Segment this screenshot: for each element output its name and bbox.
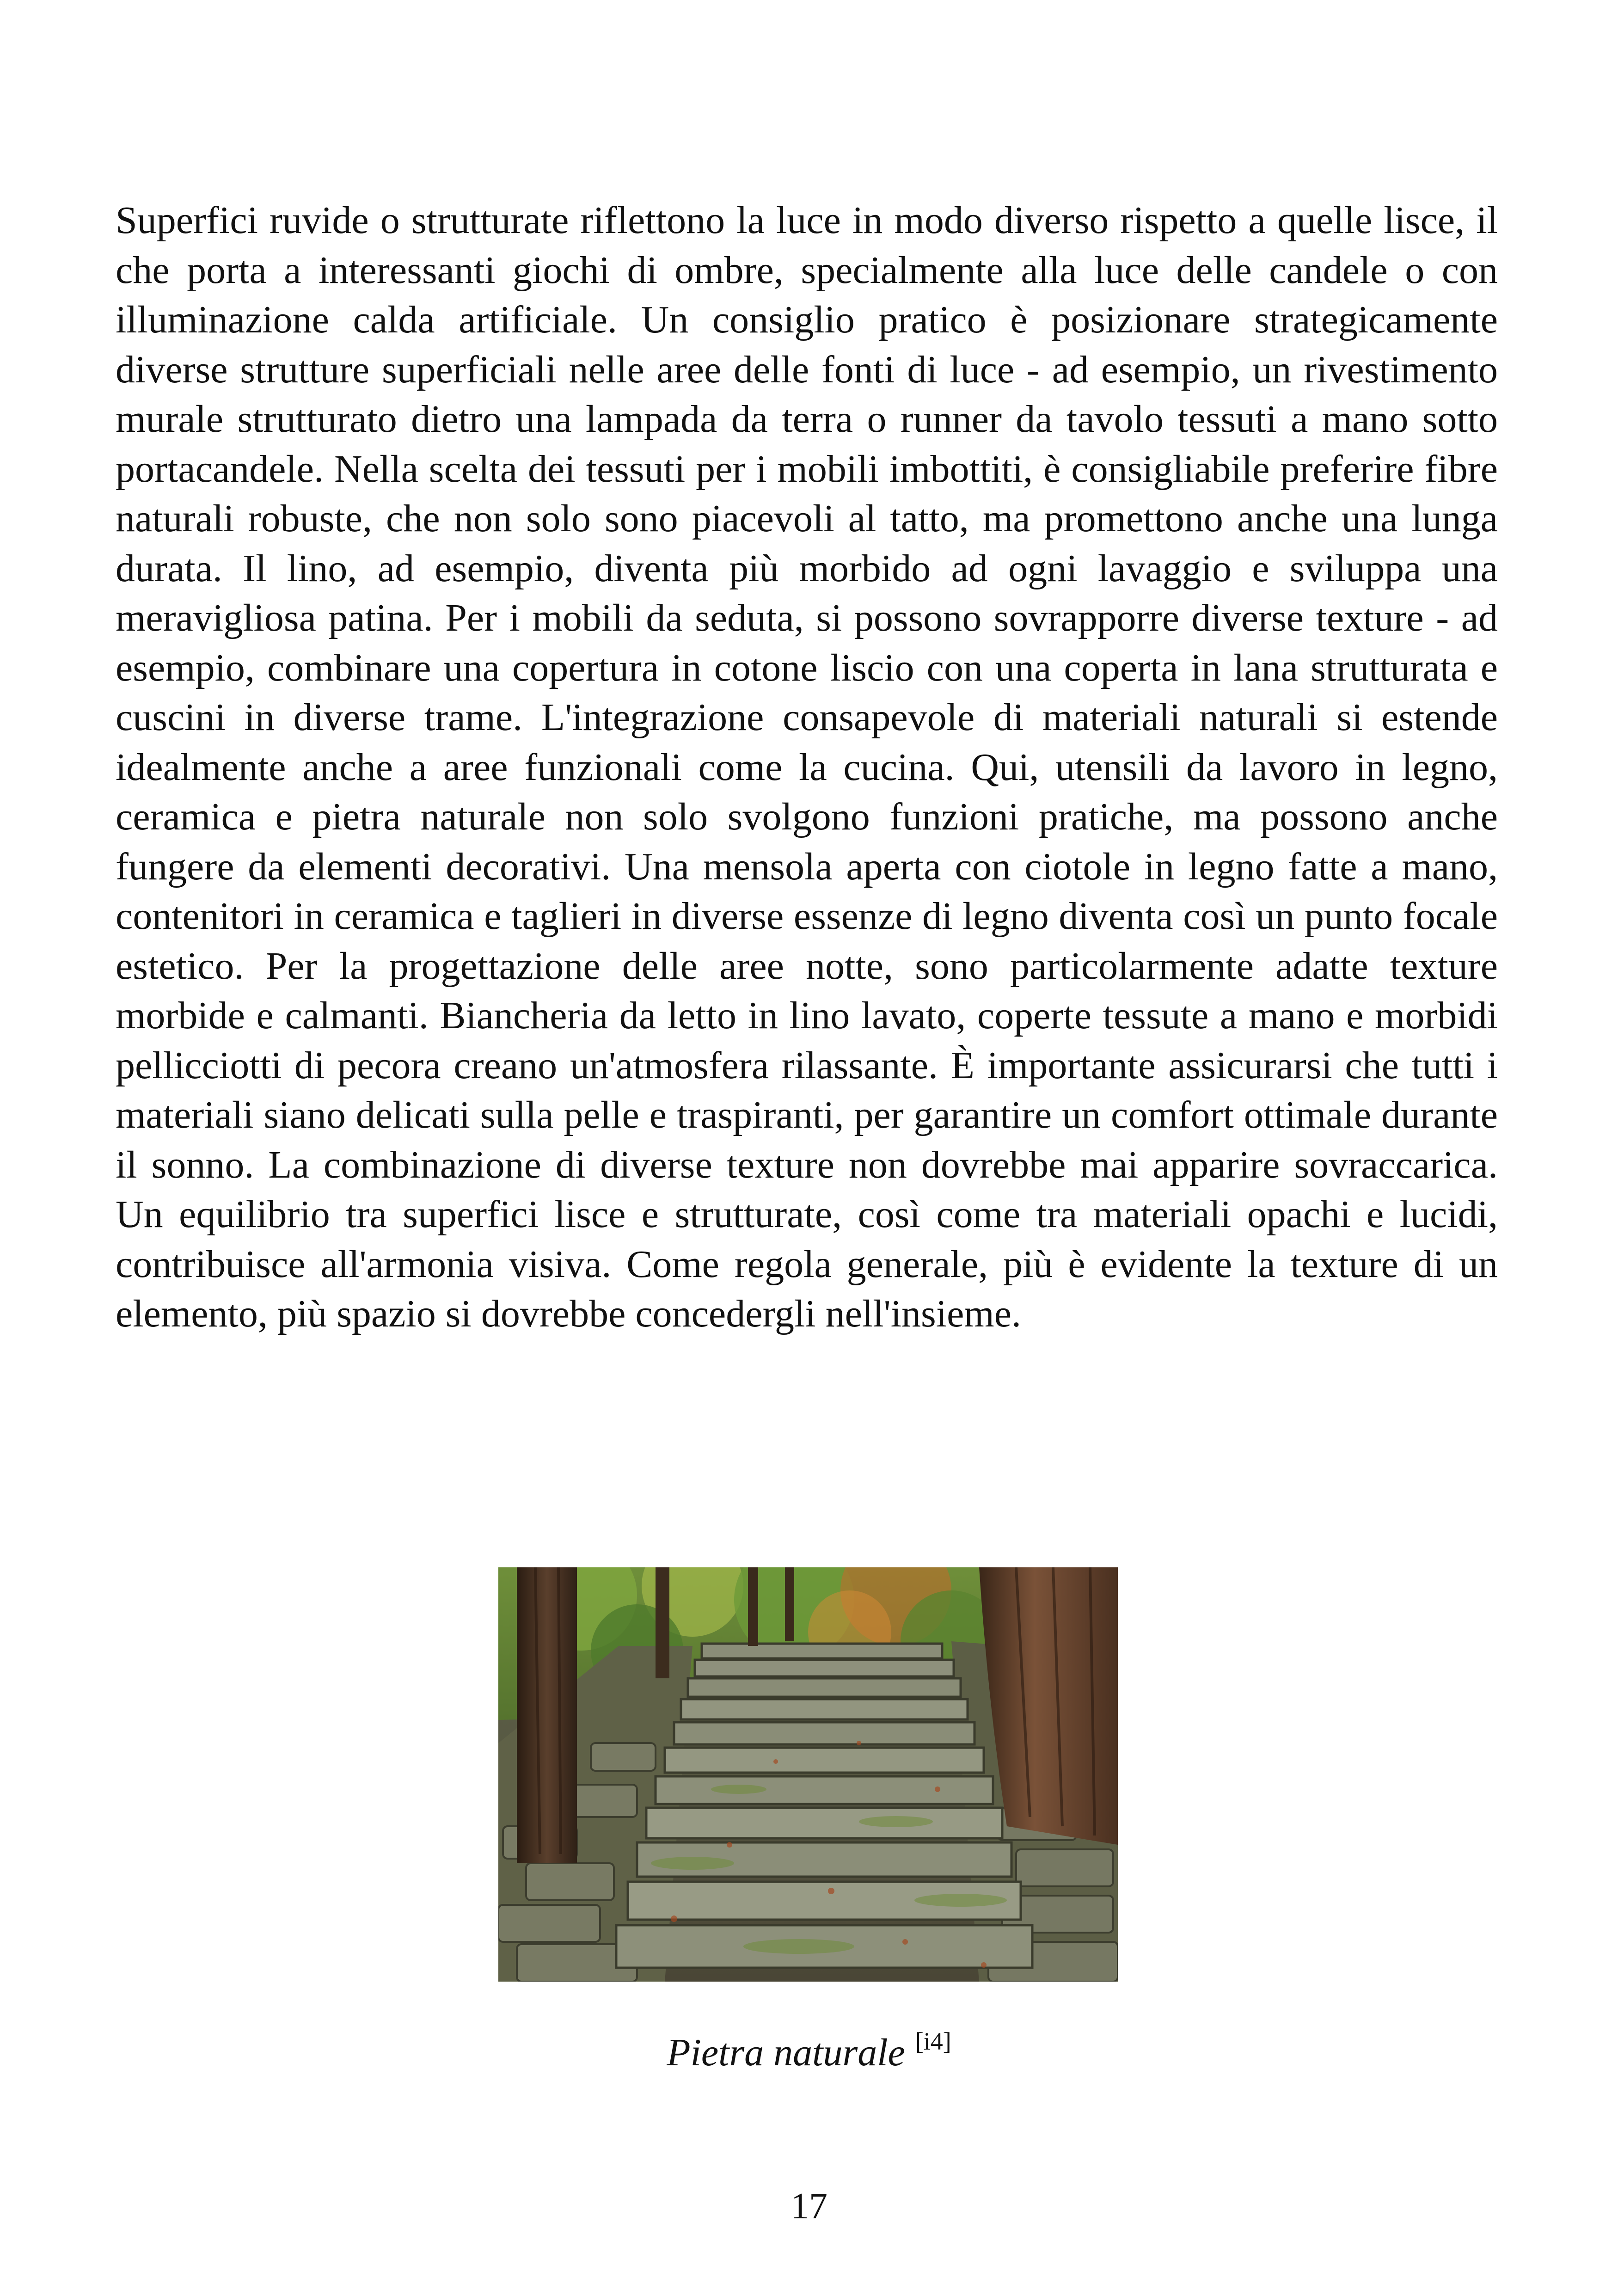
caption-reference: [i4]	[915, 2027, 951, 2055]
figure-caption	[0, 2027, 1618, 2078]
body-paragraph: Superfici ruvide o strutturate riflettono la luce in modo diverso rispetto a quelle lisce, il che porta a interessanti giochi di ombre, specialmente alla luce delle candele o con illuminazione calda artificiale. Un consiglio pratico è posizionare strategicamente diverse strutture superficiali nelle aree delle fonti di luce - ad esempio, un rivestimento murale strutturato dietro una lampada da terra o runner da tavolo tessuti a mano sotto portacandele. Nella scelta dei tessuti per i mobili imbottiti, è consigliabile preferire fibre naturali robuste, che non solo sono piacevoli al tatto, ma promettono anche una lunga durata. Il lino, ad esempio, diventa più morbido ad ogni lavaggio e sviluppa una meravigliosa patina. Per i mobili da seduta, si possono sovrapporre diverse texture - ad esempio, combinare una copertura in cotone liscio con una coperta in lana strutturata e cuscini in diverse trame. L'integrazione consapevole di materiali naturali si estende idealmente anche a aree funzionali come la cucina. Qui, utensili da lavoro in legno, ceramica e pietra naturale non solo svolgono funzioni pratiche, ma possono anche fungere da elementi decorativi. Una mensola aperta con ciotole in legno fatte a mano, contenitori in ceramica e taglieri in diverse essenze di legno diventa così un punto focale estetico. Per la progettazione delle aree notte, sono particolarmente adatte texture morbide e calmanti. Biancheria da letto in lino lavato, coperte tessute a mano e morbidi pellicciotti di pecora creano un'atmosfera rilassante. È importante assicurarsi che tutti i materiali siano delicati sulla pelle e traspiranti, per garantire un comfort ottimale durante il sonno. La combinazione di diverse texture non dovrebbe mai apparire sovraccarica. Un equilibrio tra superfici lisce e strutturate, così come tra materiali opachi e lucidi, contribuisce all'armonia visiva. Come regola generale, più è evidente la texture di un elemento, più spazio si dovrebbe concedergli nell'insieme.	[116, 199, 1498, 1335]
caption-text: Pietra naturale	[667, 2031, 905, 2074]
stone-stairs-photo	[498, 1567, 1118, 1982]
page-number: 17	[791, 2186, 827, 2227]
